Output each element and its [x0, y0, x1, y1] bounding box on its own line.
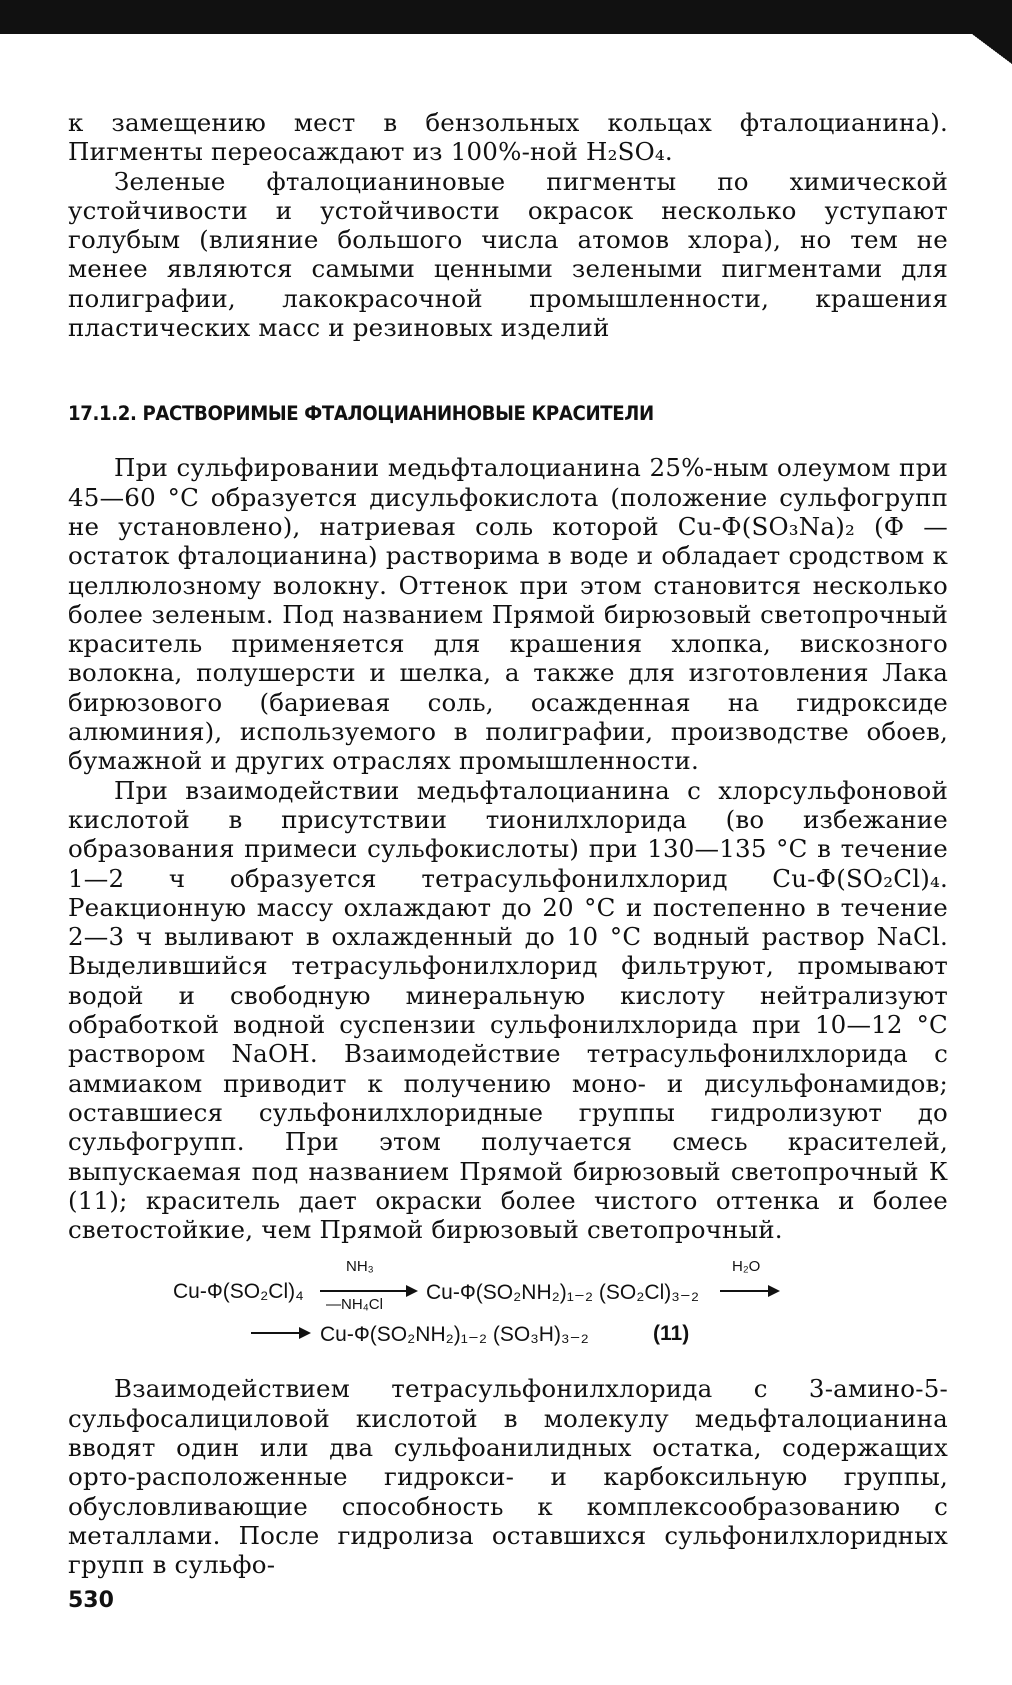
eq-reagent2-above: H₂O [732, 1258, 761, 1276]
paragraph-sulfonation: При сульфировании медьфталоцианина 25%-ным олеумом при 45—60 °С образуется дисульфокислота (положение сульфогрупп не установлено), натриевая соль которой Cu-Ф(SO₃Na)₂ (Ф — остаток фталоцианина) растворима в воде и обладает сродством к целлюлозному волокну. Оттенок при этом становится несколько более зеленым. Под названием Прямой бирюзовый светопрочный краситель применяется для крашения хлопка, вискозного волокна, полушерсти и шелка, а также для изготовления Лака бирюзового (бариевая соль, осажденная на гидроксиде алюминия), используемого в полиграфии, производстве обоев, бумажной и других отраслях промышленности. [68, 453, 948, 776]
eq-reagent-above: NH₃ [346, 1258, 374, 1276]
eq-label: (11) [653, 1322, 690, 1346]
eq-product: Cu-Ф(SO₂NH₂)₁₋₂ (SO₃H)₃₋₂ [320, 1323, 589, 1347]
paragraph-sulfoanilide: Взаимодействием тетрасульфонилхлорида с 3-амино-5-сульфосалициловой кислотой в молекулу медьфталоцианина вводят один или два сульфоанилидных остатка, содержащих орто-расположенные гидрокси- и карбоксильную группы, обусловливающие способность к комплексообразованию с металлами. После гидролиза оставшихся сульфонилхлоридных групп в сульфо- [68, 1374, 948, 1580]
reaction-equation [68, 1258, 948, 1354]
eq-reagent-below: —NH₄Cl [326, 1296, 383, 1314]
paragraph-continued: к замещению мест в бензольных кольцах фталоцианина). Пигменты переосаждают из 100%-ной H₂SO₄. [68, 108, 948, 167]
paragraph-chlorosulfonation: При взаимодействии медьфталоцианина с хлорсульфоновой кислотой в присутствии тионилхлорида (во избежание образования примеси сульфокислоты) при 130—135 °С в течение 1—2 ч образуется тетрасульфонилхлорид Cu-Ф(SO₂Cl)₄. Реакционную массу охлаждают до 20 °С и постепенно в течение 2—3 ч выливают в охлажденный до 10 °С водный раствор NaCl. Выделившийся тетрасульфонилхлорид фильтруют, промывают водой и свободную минеральную кислоту нейтрализуют обработкой водной суспензии сульфонилхлорида при 10—12 °С раствором NaOH. Взаимодействие тетрасульфонилхлорида с аммиаком приводит к получению моно- и дисульфонамидов; оставшиеся сульфонилхлоридные группы гидролизуют до сульфогрупп. При этом получается смесь красителей, выпускаемая под названием Прямой бирюзовый светопрочный К (11); краситель дает окраски более чистого оттенка и более светостойкие, чем Прямой бирюзовый светопрочный. [68, 775, 948, 1245]
page-number: 530 [68, 1588, 114, 1613]
eq-reactant: Cu-Ф(SO₂Cl)₄ [173, 1280, 304, 1304]
paragraph-green-pigments: Зеленые фталоцианиновые пигменты по химической устойчивости и устойчивости окрасок несколько уступают голубым (влияние большого числа атомов хлора), но тем не менее являются самыми ценными зелеными пигментами для полиграфии, лакокрасочной промышленности, крашения пластических масс и резиновых изделий [68, 166, 948, 343]
eq-intermediate: Cu-Ф(SO₂NH₂)₁₋₂ (SO₂Cl)₃₋₂ [426, 1281, 700, 1305]
scan-top-bar [0, 0, 1012, 34]
eq-arrow-2 [720, 1290, 778, 1292]
page-body [68, 108, 948, 1579]
eq-arrow-3 [251, 1332, 309, 1334]
eq-arrow-1 [320, 1290, 416, 1292]
section-title: 17.1.2. РАСТВОРИМЫЕ ФТАЛОЦИАНИНОВЫЕ КРАСИТЕЛИ [68, 402, 654, 426]
